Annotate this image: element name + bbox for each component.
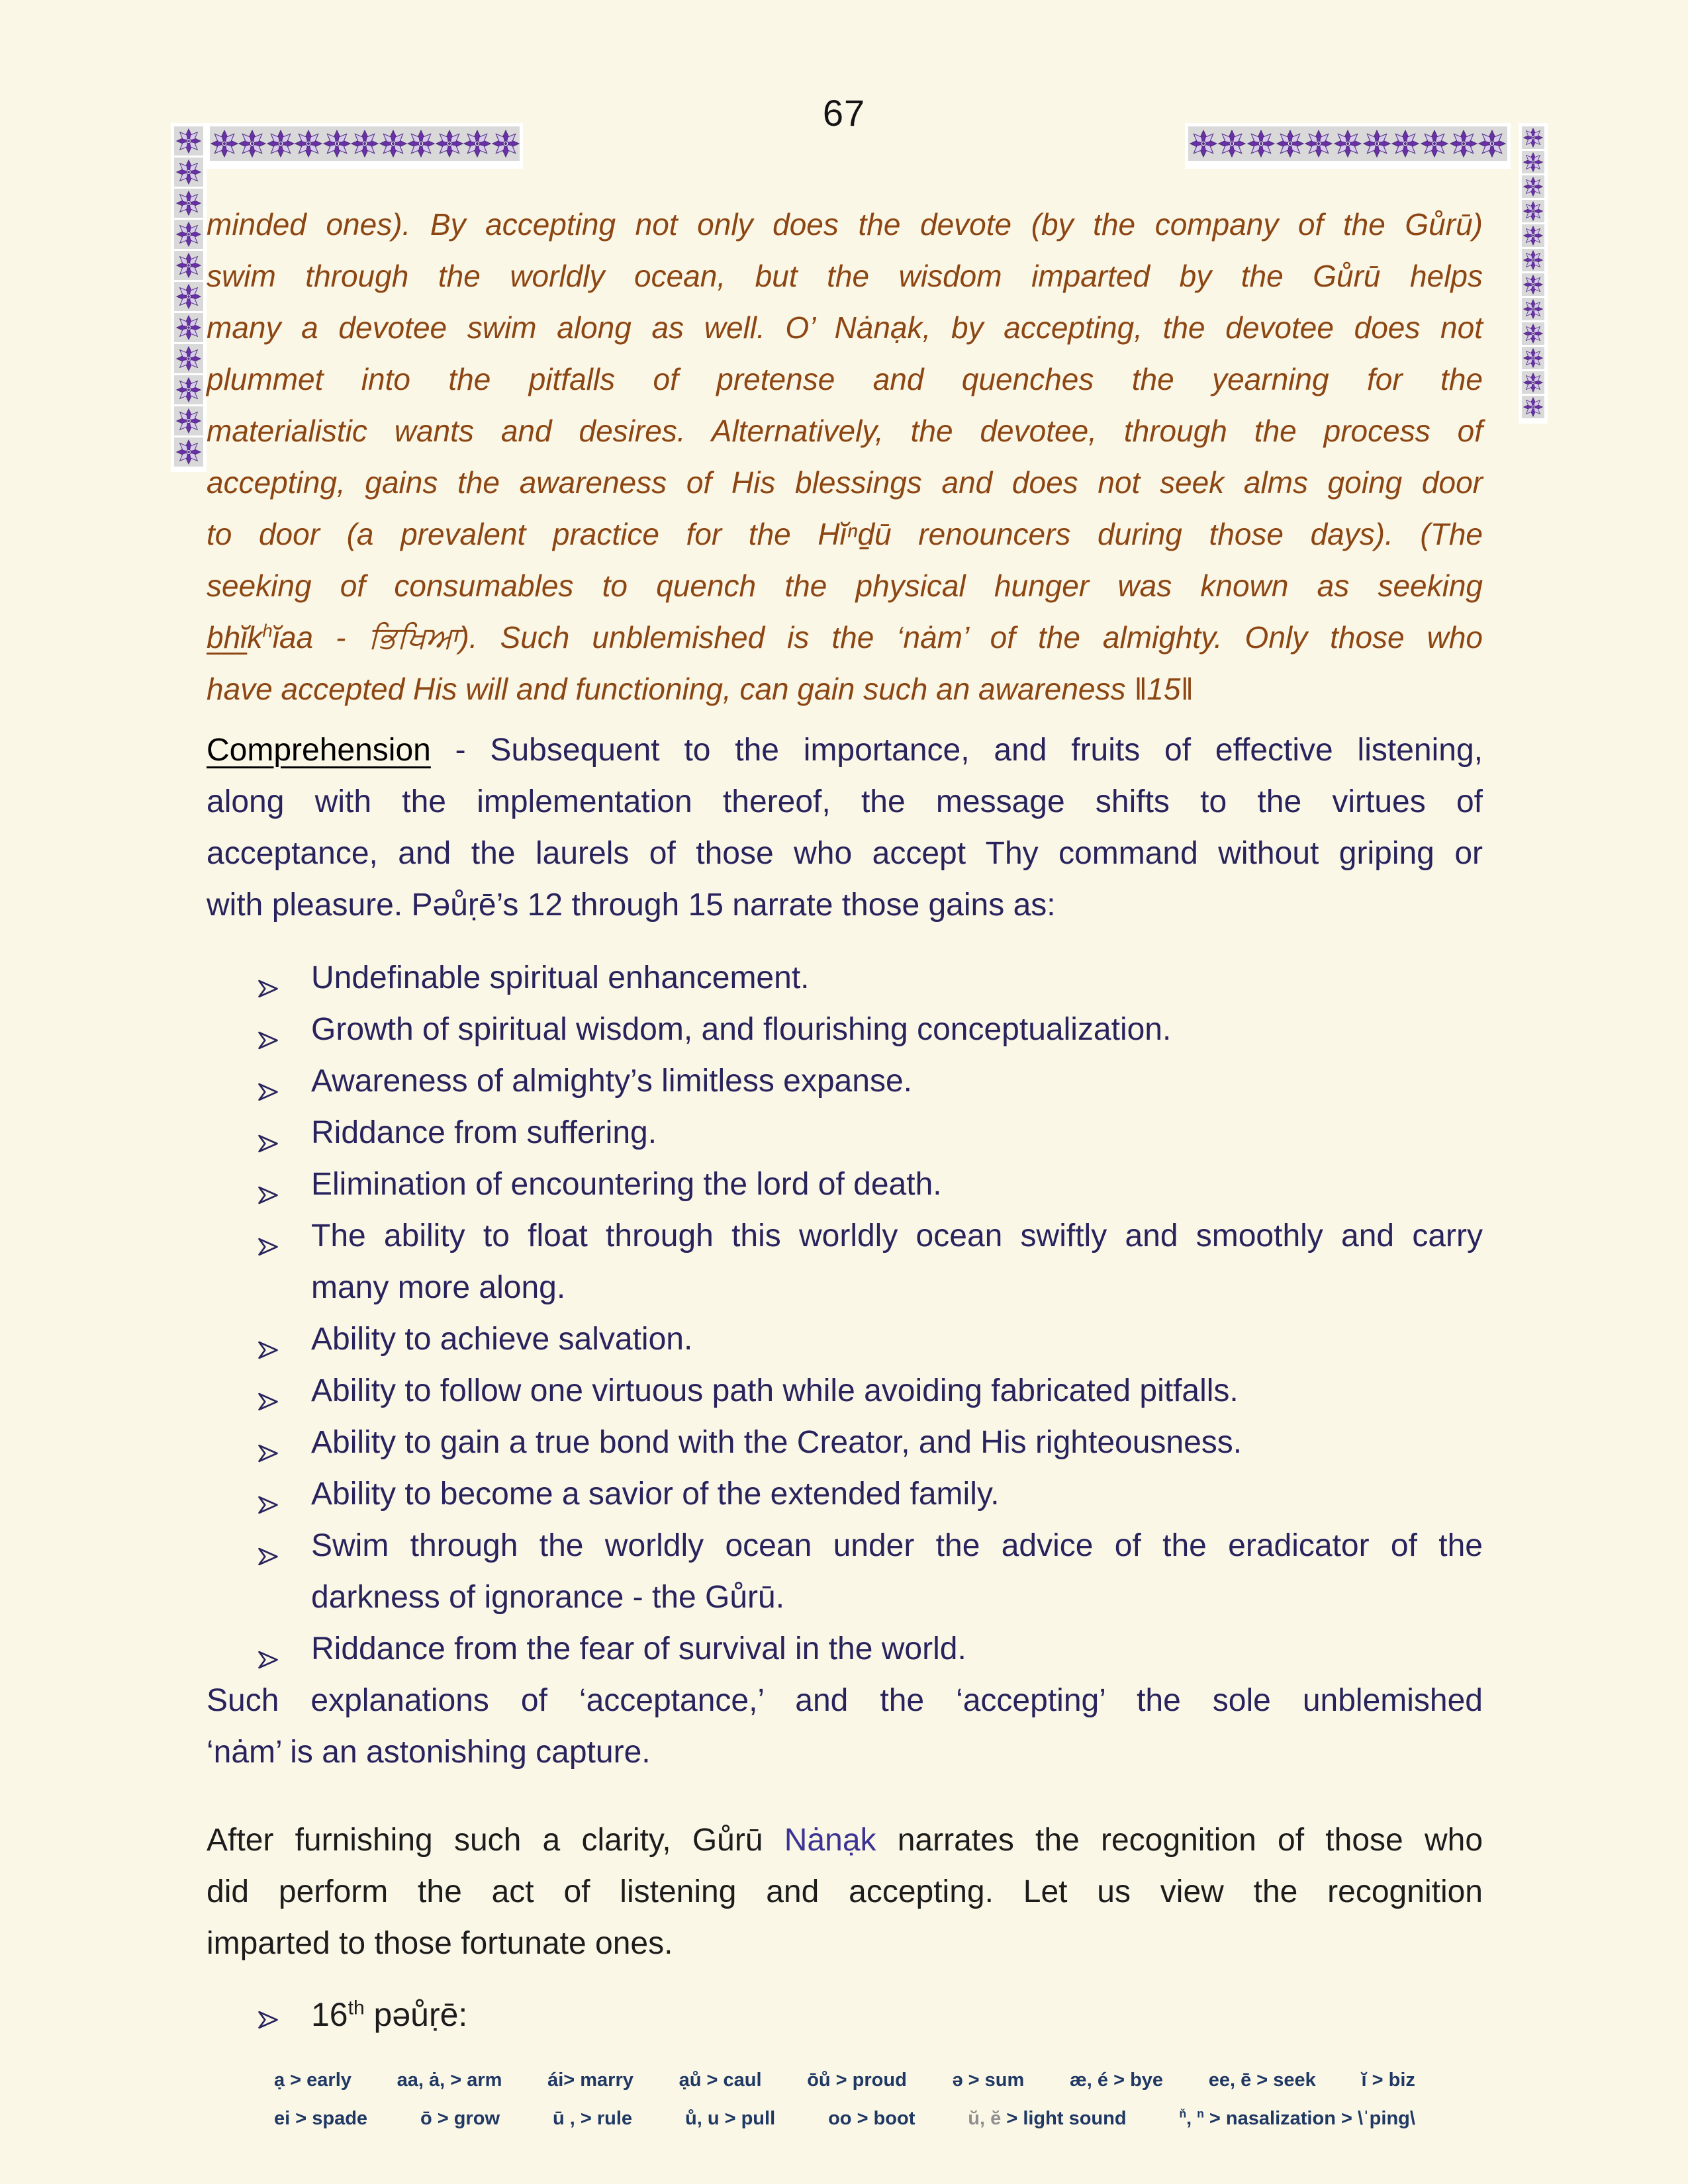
bullet-text — [311, 1004, 1483, 1056]
narration-paragraph — [207, 1815, 1483, 1970]
bullet-item — [207, 1004, 1483, 1056]
text-segment: ōů > proud — [807, 2070, 907, 2091]
guide-item — [274, 2061, 352, 2099]
pronunciation-guide-row-2 — [274, 2099, 1415, 2138]
bullet-item — [207, 1107, 1483, 1159]
pronunciation-guide-row-1 — [274, 2061, 1415, 2099]
bullet-item — [207, 1469, 1483, 1520]
text-segment: ŭ, ĕ — [968, 2108, 1002, 2129]
bullet-item — [207, 1056, 1483, 1107]
guide-item — [274, 2099, 367, 2138]
text-segment: ů, u > pull — [685, 2108, 776, 2129]
text-segment: th — [348, 1997, 365, 2019]
text-segment: æ, é > bye — [1070, 2070, 1164, 2091]
text-segment: along with the implementation thereof, the message shifts to the virtues of — [207, 784, 1483, 819]
bullet-text — [311, 1520, 1483, 1623]
guide-item — [1180, 2099, 1415, 2138]
bullet-text — [311, 1210, 1483, 1314]
text-segment: h — [262, 620, 273, 641]
text-segment: minded ones). By accepting not only does the devote (by the company of the Gůrū) — [207, 207, 1483, 242]
bullet-item — [207, 1623, 1483, 1675]
guide-item — [1070, 2061, 1163, 2099]
text-segment: Ability to achieve salvation. — [311, 1322, 693, 1357]
bullet-item — [207, 952, 1483, 1004]
text-segment: After furnishing such a clarity, Gůrū — [207, 1823, 784, 1858]
text-segment: , — [1186, 2108, 1197, 2129]
text-segment: ň — [1179, 2107, 1187, 2120]
bullet-item — [207, 1520, 1483, 1623]
bullet-text — [311, 1623, 1483, 1675]
text-segment: 16 — [311, 1996, 348, 2033]
gains-bullet-list — [207, 952, 1483, 1675]
text-segment: oo > boot — [828, 2108, 915, 2129]
text-segment: materialistic wants and desires. Alternatively, the devotee, through the process of — [207, 414, 1483, 448]
text-segment: ə > sum — [952, 2070, 1025, 2091]
text-segment: seeking of consumables to quench the physical hunger was known as seeking — [207, 569, 1483, 603]
text-segment: Riddance from suffering. — [311, 1115, 657, 1150]
text-segment: > nasalization > \ˈping\ — [1203, 2108, 1415, 2129]
arrow-bullet-icon — [256, 1533, 281, 1585]
text-segment: ạ > early — [274, 2070, 352, 2091]
arrow-bullet-icon — [256, 1224, 281, 1275]
bullet-text — [311, 1159, 1483, 1210]
text-segment: Such explanations of ‘acceptance,’ and the ‘accepting’ the sole unblemished — [207, 1683, 1483, 1718]
bullet-text — [311, 952, 1483, 1004]
text-segment: acceptance, and the laurels of those who accept Thy command without griping or — [207, 836, 1483, 871]
text-segment: ō > grow — [420, 2108, 500, 2129]
pronunciation-guide — [274, 2061, 1415, 2138]
text-segment: Undefinable spiritual enhancement. — [311, 960, 810, 995]
text-segment: pəůṛē: — [364, 1996, 468, 2033]
bullet-text — [311, 1417, 1483, 1469]
text-segment: ‘nȧm’ is an astonishing capture. — [207, 1735, 651, 1770]
guide-item — [953, 2061, 1025, 2099]
text-segment: Growth of spiritual wisdom, and flourishing conceptualization. — [311, 1012, 1172, 1047]
guide-item — [553, 2099, 632, 2138]
closing-paragraph — [207, 1675, 1483, 1778]
guide-item — [679, 2061, 762, 2099]
text-segment: to door (a prevalent practice for the Hĭⁿḏū renouncers during those days). (The — [207, 517, 1483, 551]
bullet-text — [311, 1314, 1483, 1365]
text-segment: ĭaa - ਭਿਖਿਆ). Such unblemished is the ‘nȧm’ of the almighty. Only those who — [272, 620, 1483, 655]
comprehension-paragraph — [207, 725, 1483, 931]
text-segment: Elimination of encountering the lord of death. — [311, 1167, 942, 1202]
text-segment: n — [1197, 2107, 1204, 2120]
guide-item — [397, 2061, 502, 2099]
text-segment: many a devotee swim along as well. O’ Nȧnạk, by accepting, the devotee does not — [207, 310, 1483, 345]
text-segment: narrates the recognition of those who — [876, 1823, 1483, 1858]
arrow-bullet-icon — [256, 2001, 281, 2041]
text-segment: bhĭ — [207, 620, 248, 655]
text-segment: Ability to gain a true bond with the Creator, and His righteousness. — [311, 1425, 1243, 1460]
text-segment: accepting, gains the awareness of His blessings and does not seek alms going door — [207, 465, 1483, 500]
bullet-text — [311, 1107, 1483, 1159]
text-segment: darkness of ignorance - the Gůrū. — [311, 1580, 785, 1615]
text-segment: - Subsequent to the importance, and fruits of effective listening, — [430, 733, 1483, 768]
text-segment: ū , > rule — [552, 2108, 633, 2129]
guide-item — [420, 2099, 500, 2138]
guide-item — [1209, 2061, 1316, 2099]
bullet-item — [207, 1417, 1483, 1469]
guide-item — [807, 2061, 907, 2099]
bullet-item — [207, 1314, 1483, 1365]
bullet-item — [207, 1210, 1483, 1314]
text-segment: swim through the worldly ocean, but the wisdom imparted by the Gůrū helps — [207, 259, 1483, 293]
text-segment: Ability to become a savior of the extended family. — [311, 1477, 1000, 1512]
text-segment: many more along. — [311, 1270, 566, 1305]
text-segment: with pleasure. Pəůṛē’s 12 through 15 narrate those gains as: — [207, 887, 1056, 923]
text-segment: ĭ > biz — [1361, 2070, 1415, 2091]
arrow-bullet-icon — [256, 1637, 281, 1688]
guide-item — [828, 2099, 915, 2138]
text-segment: ạů > caul — [679, 2070, 762, 2091]
guide-item — [547, 2061, 633, 2099]
text-segment: Awareness of almighty’s limitless expanse. — [311, 1064, 912, 1099]
pauri-16-label — [311, 1995, 1483, 2034]
bullet-text — [311, 1365, 1483, 1417]
text-segment: imparted to those fortunate ones. — [207, 1926, 673, 1961]
text-segment: The ability to float through this worldly ocean swiftly and smoothly and carry — [311, 1218, 1483, 1253]
translation-paragraph — [207, 199, 1483, 715]
bullet-text — [311, 1056, 1483, 1107]
text-segment: Nȧnạk — [784, 1823, 876, 1858]
bullet-item — [207, 1365, 1483, 1417]
text-segment: k — [247, 620, 263, 655]
text-segment: > light sound — [1001, 2108, 1127, 2129]
text-segment: Comprehension — [207, 733, 431, 768]
text-segment: did perform the act of listening and accepting. Let us view the recognition — [207, 1874, 1483, 1909]
text-segment: plummet into the pitfalls of pretense and quenches the yearning for the — [207, 362, 1483, 396]
text-segment: Swim through the worldly ocean under the advice of the eradicator of the — [311, 1528, 1483, 1563]
page-number: 67 — [822, 92, 866, 134]
guide-item — [968, 2099, 1126, 2138]
bullet-item — [207, 1159, 1483, 1210]
guide-item — [685, 2099, 775, 2138]
pauri-16-heading — [207, 1995, 1483, 2034]
bullet-text — [311, 1469, 1483, 1520]
text-segment: have accepted His will and functioning, can gain such an awareness ‖15‖ — [207, 672, 1194, 706]
guide-item — [1362, 2061, 1415, 2099]
text-segment: ee, ē > seek — [1208, 2070, 1316, 2091]
text-segment: ei > spade — [274, 2108, 368, 2129]
text-segment: Ability to follow one virtuous path while avoiding fabricated pitfalls. — [311, 1373, 1239, 1408]
text-segment: ái> marry — [547, 2070, 633, 2091]
text-segment: aa, ȧ, > arm — [397, 2070, 502, 2091]
text-segment: Riddance from the fear of survival in the world. — [311, 1631, 966, 1666]
